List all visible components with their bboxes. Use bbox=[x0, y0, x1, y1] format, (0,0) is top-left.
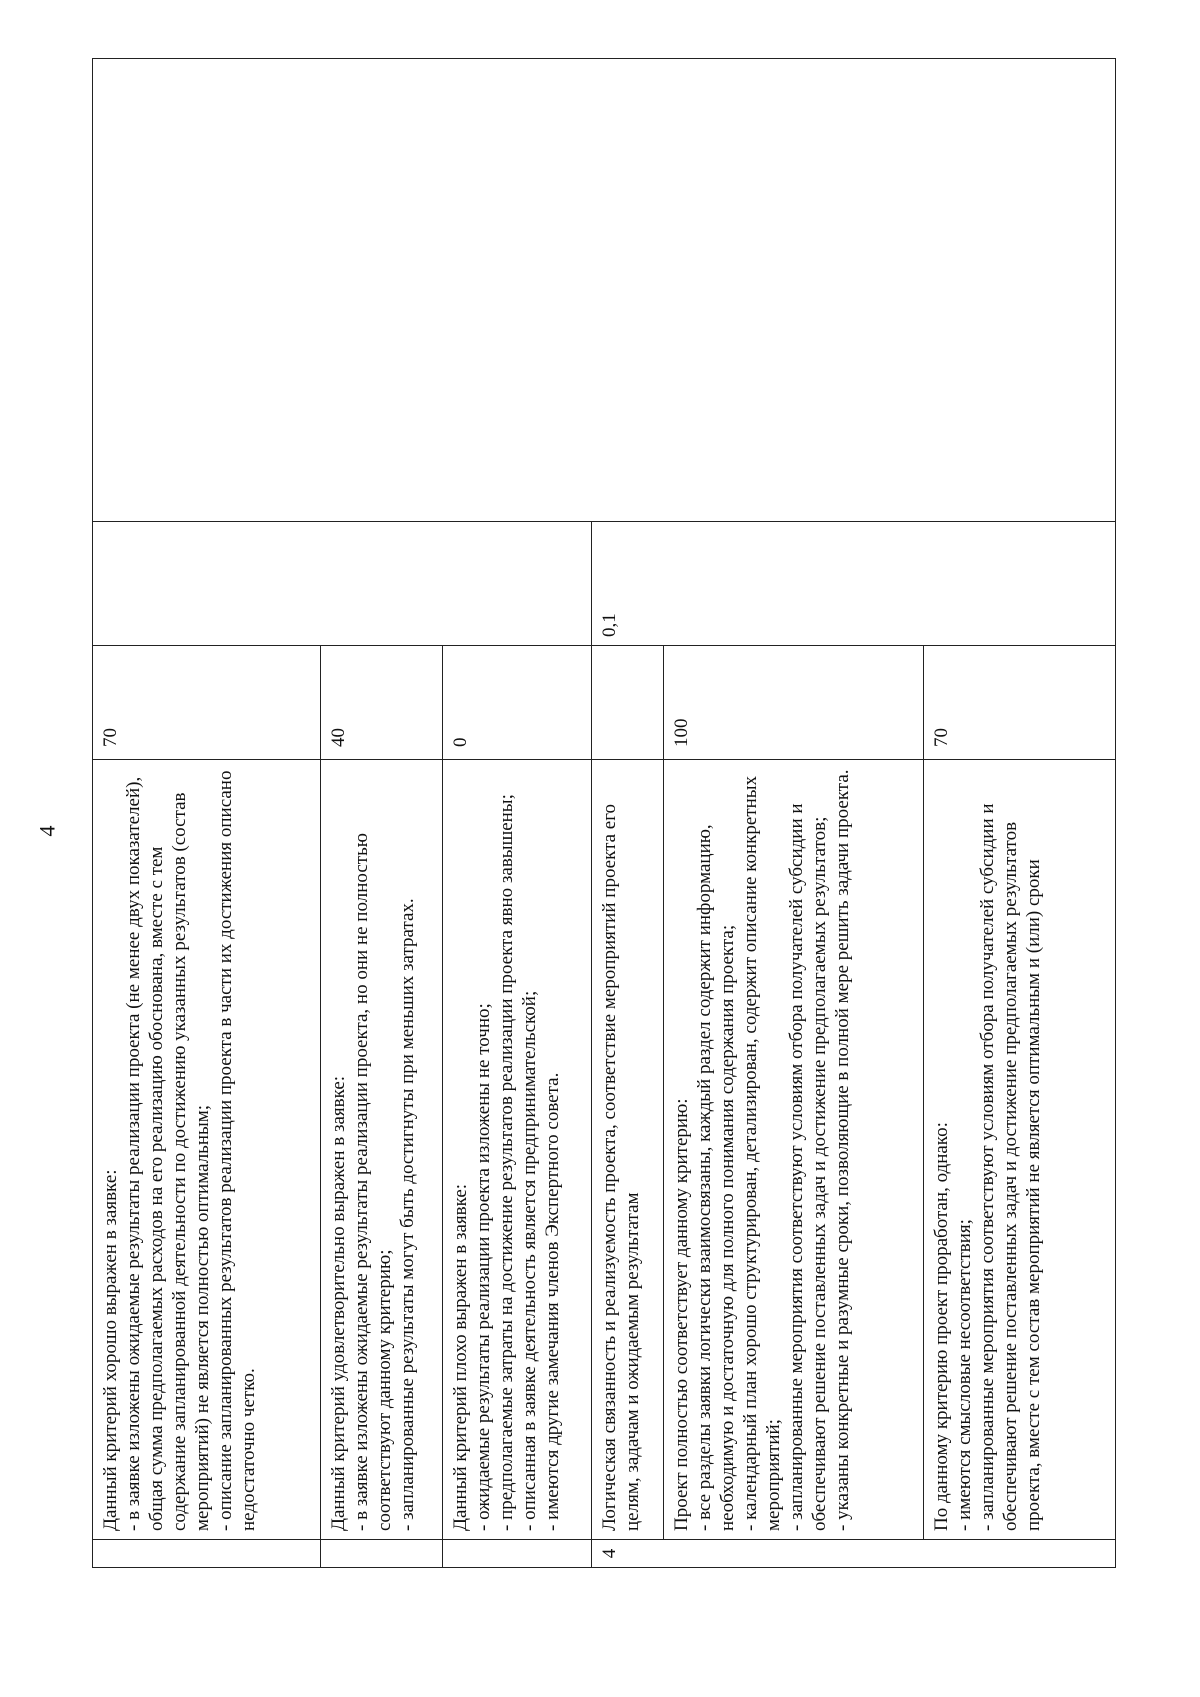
page-number: 4 bbox=[34, 825, 60, 837]
criterion-item: - все разделы заявки логически взаимосвязаны, каждый раздел содержит информацию, необходимую и достаточную для полного понимания содержания проекта; bbox=[694, 824, 739, 1531]
empty-column bbox=[93, 59, 1116, 522]
criterion-item: - ожидаемые результаты реализации проекта изложены не точно; bbox=[472, 1003, 494, 1531]
criterion-heading: Данный критерий хорошо выражен в заявке: bbox=[100, 1169, 121, 1531]
criterion-item: - предполагаемые затраты на достижение результатов реализации проекта явно завышены; bbox=[495, 794, 517, 1531]
criterion-text bbox=[923, 760, 1116, 1540]
criterion-item: - в заявке изложены ожидаемые результаты реализации проекта (не менее двух показателей), общая сумма предполагаемых расходов на его реализацию обоснована, вместе с тем содержание запланированной деятельности по достижению указанных результатов (состав мероприятий) не является полностью оптимальным; bbox=[123, 776, 213, 1531]
criterion-text bbox=[664, 760, 923, 1540]
criterion-heading: Данный критерий плохо выражен в заявке: bbox=[449, 1183, 471, 1531]
weight-cell: 0,1 bbox=[592, 522, 1116, 646]
score-cell: 40 bbox=[321, 646, 442, 760]
criterion-item: - описание запланированных результатов реализации проекта в части их достижения описано недостаточно четко. bbox=[215, 770, 259, 1531]
criterion-item: - запланированные результаты могут быть достигнуты при меньших затратах. bbox=[397, 898, 419, 1531]
criterion-item: - описанная в заявке деятельность является предпринимательской; bbox=[518, 990, 540, 1531]
criterion-text bbox=[93, 760, 321, 1540]
row-number bbox=[442, 1540, 591, 1568]
table-row bbox=[93, 59, 321, 1568]
criterion-item: - указаны конкретные и разумные сроки, позволяющие в полной мере решить задачи проекта. bbox=[832, 769, 854, 1531]
criterion-item: - запланированные мероприятия соответствуют условиям отбора получателей субсидии и обеспечивают решение поставленных задач и достижение предполагаемых результатов проекта, вместе с тем состав мероприятий не является оптимальным и (или) сроки bbox=[976, 803, 1044, 1531]
criterion-item: - имеются смысловые несоответствия; bbox=[953, 1219, 975, 1531]
score-cell: 0 bbox=[442, 646, 591, 760]
criteria-table bbox=[92, 58, 1116, 1568]
weight-cell bbox=[93, 522, 592, 646]
criterion-item: - в заявке изложены ожидаемые результаты реализации проекта, но они не полностью соответствуют данному критерию; bbox=[351, 833, 396, 1531]
score-cell: 70 bbox=[923, 646, 1116, 760]
row-number: 4 bbox=[592, 1540, 1116, 1568]
score-cell bbox=[592, 646, 664, 760]
rotated-table-wrapper bbox=[92, 58, 1116, 1568]
row-number bbox=[93, 1540, 321, 1568]
score-cell: 100 bbox=[664, 646, 923, 760]
criterion-heading: Данный критерий удовлетворительно выражен в заявке: bbox=[328, 1075, 350, 1531]
criterion-text bbox=[321, 760, 442, 1540]
criterion-item: - запланированные мероприятия соответствуют условиям отбора получателей субсидии и обеспечивают решение поставленных задач и достижение предполагаемых результатов; bbox=[786, 803, 831, 1531]
row-number bbox=[321, 1540, 442, 1568]
criterion-item: - календарный план хорошо структурирован, детализирован, содержит описание конкретных мероприятий; bbox=[740, 775, 785, 1531]
criterion-item: - имеются другие замечания членов Экспертного совета. bbox=[541, 1072, 563, 1531]
criterion-heading: По данному критерию проект проработан, однако: bbox=[930, 1122, 952, 1531]
criterion-text bbox=[442, 760, 591, 1540]
criterion-heading: Проект полностью соответствует данному критерию: bbox=[671, 1098, 693, 1531]
score-cell: 70 bbox=[93, 646, 321, 760]
criterion-title: Логическая связанность и реализуемость проекта, соответствие мероприятий проекта его целям, задачам и ожидаемым результатам bbox=[592, 760, 664, 1540]
